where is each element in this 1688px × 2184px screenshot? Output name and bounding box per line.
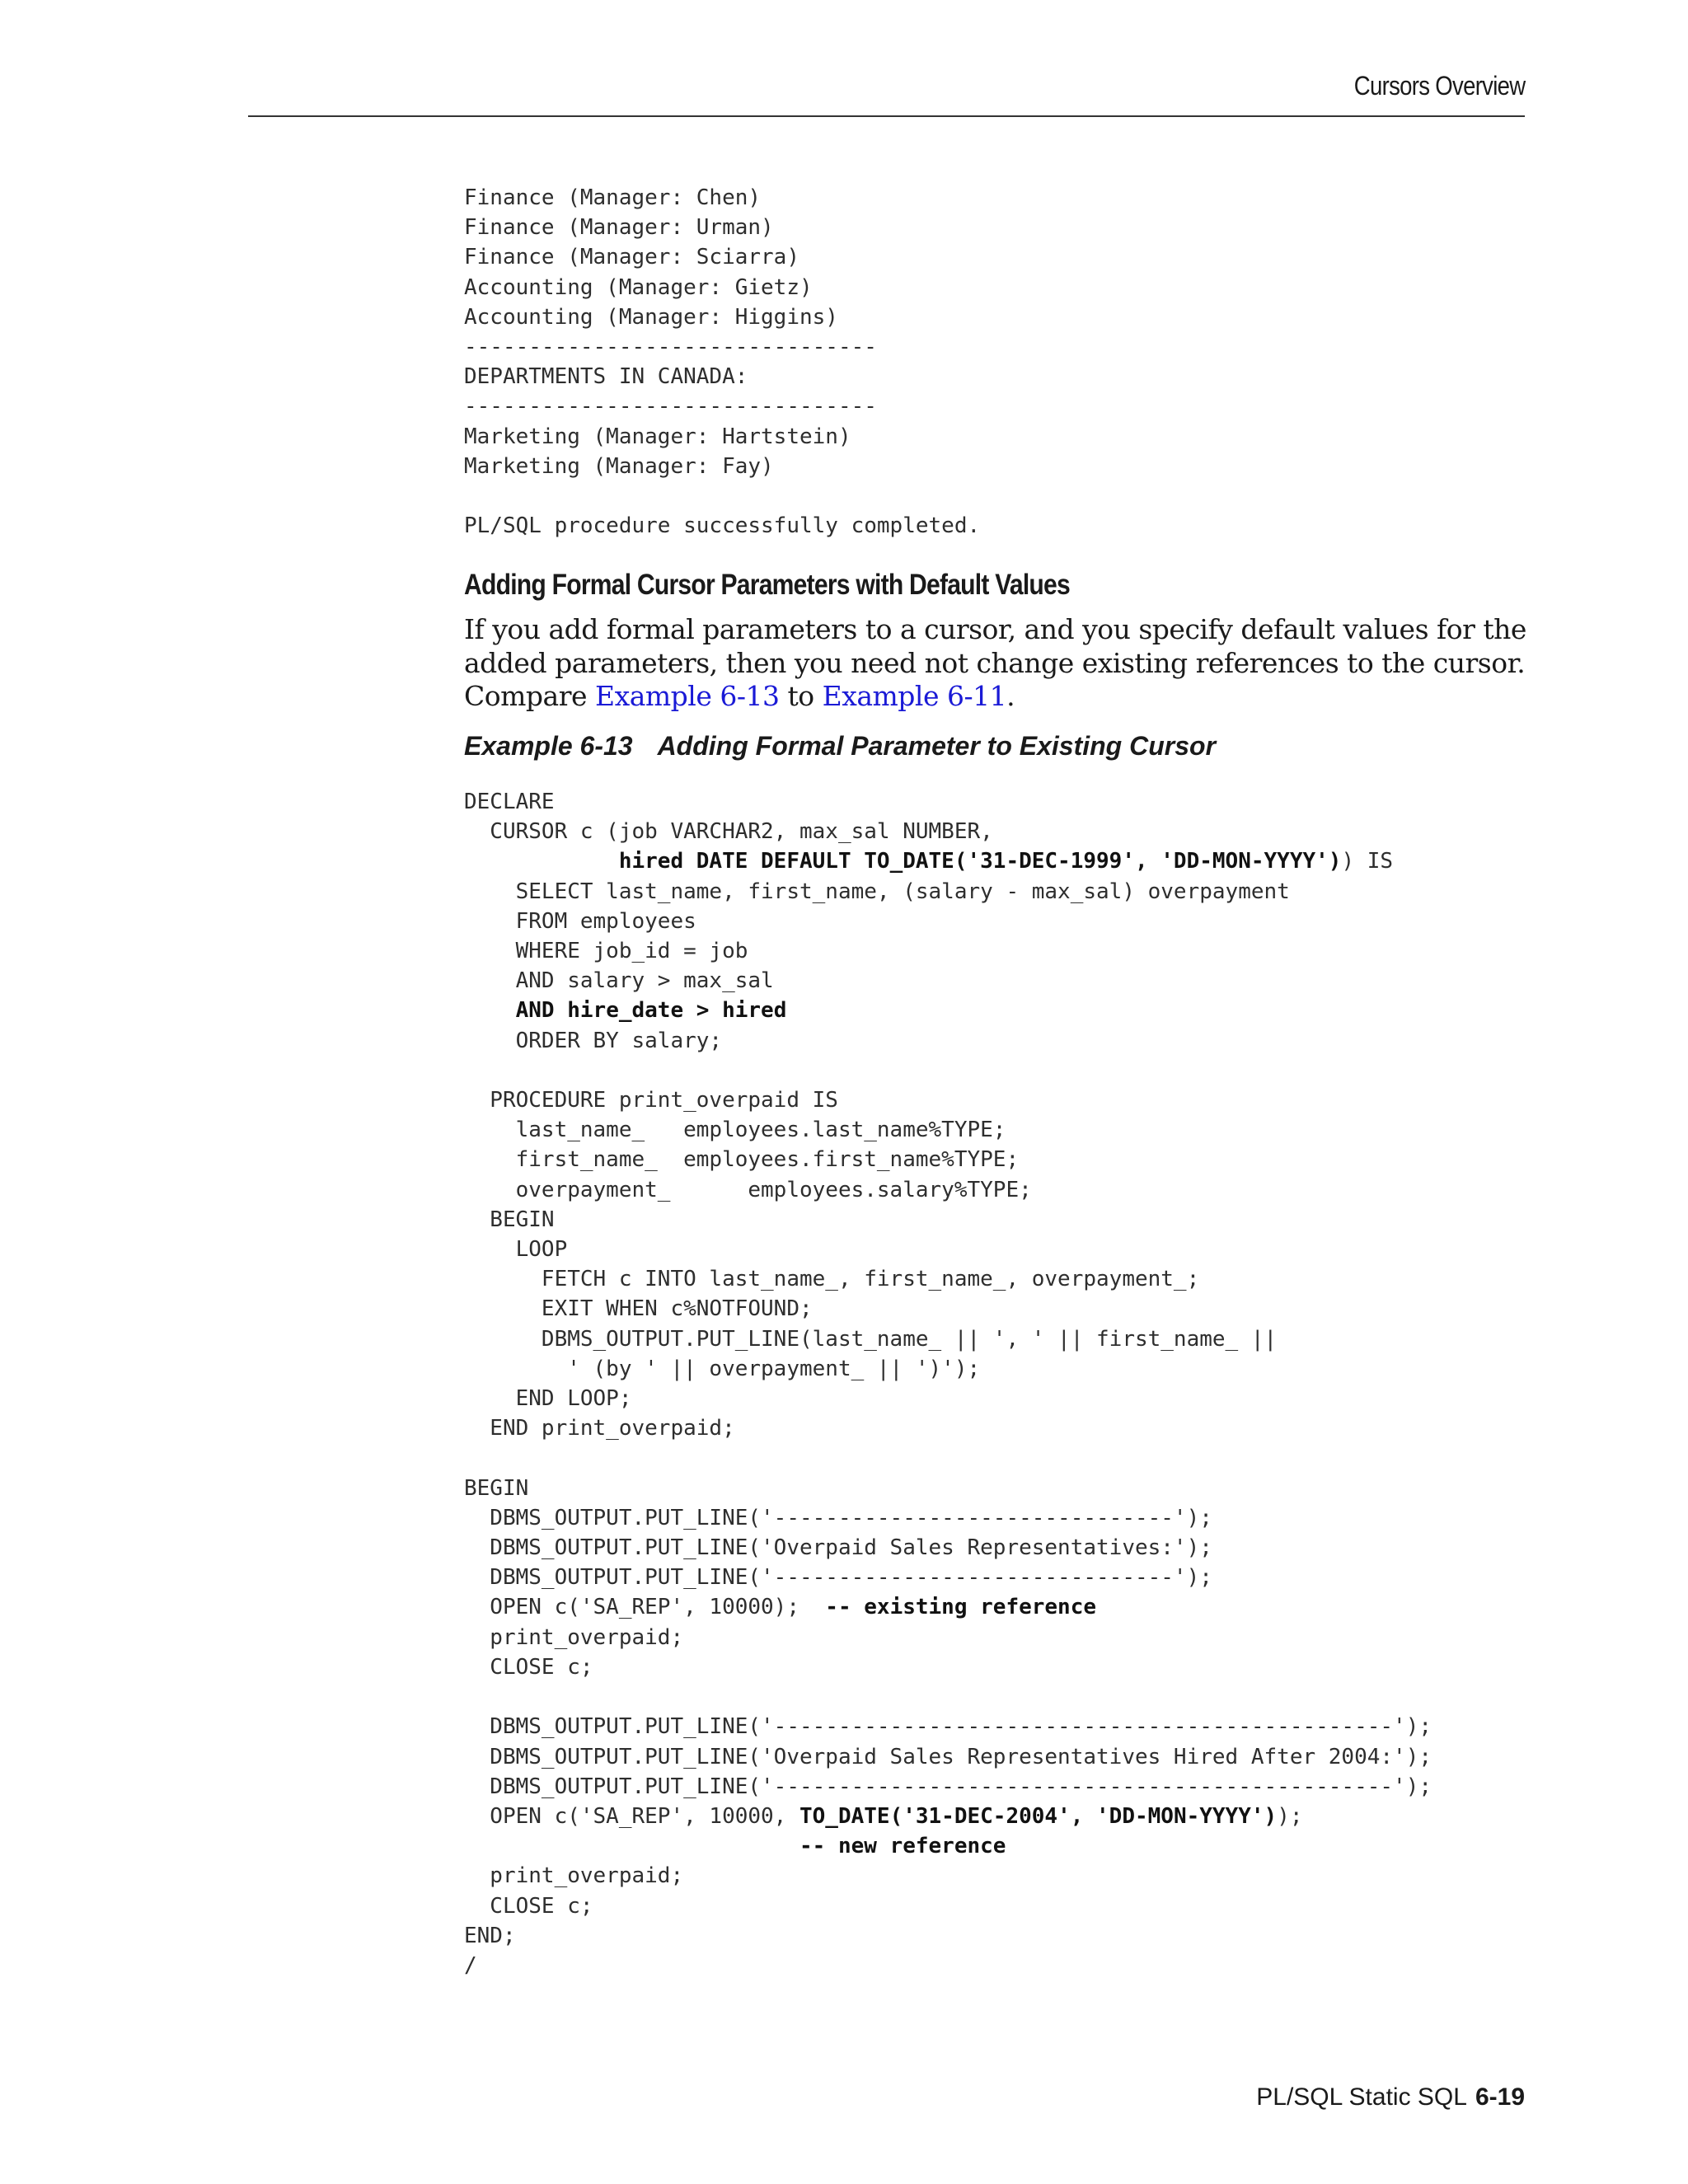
header-rule bbox=[248, 115, 1525, 117]
code-line bbox=[464, 1118, 1006, 1142]
code-text: DBMS_OUTPUT.PUT_LINE('-------------------------------'); bbox=[464, 1505, 1212, 1530]
page-footer bbox=[1256, 2083, 1525, 2111]
section-paragraph bbox=[464, 613, 1527, 714]
code-text: END print_overpaid; bbox=[464, 1416, 735, 1441]
code-text: DBMS_OUTPUT.PUT_LINE(last_name_ || ', ' || first_name_ || bbox=[464, 1326, 1278, 1352]
code-text: ) IS bbox=[1341, 849, 1394, 874]
code-line bbox=[464, 1953, 477, 1978]
code-text: DBMS_OUTPUT.PUT_LINE('Overpaid Sales Representatives Hired After 2004:'); bbox=[464, 1744, 1432, 1769]
code-text: first_name_ employees.first_name%TYPE; bbox=[464, 1147, 1020, 1173]
code-line bbox=[464, 849, 1393, 874]
code-text bbox=[464, 1834, 799, 1858]
code-line bbox=[464, 1029, 722, 1053]
code-text: OPEN c('SA_REP', 10000, bbox=[464, 1803, 799, 1829]
code-line bbox=[464, 1237, 567, 1262]
code-text: FETCH c INTO last_name_, first_name_, overpayment_; bbox=[464, 1267, 1200, 1292]
code-text: CLOSE c; bbox=[464, 1654, 593, 1680]
code-line bbox=[464, 1476, 528, 1501]
code-line bbox=[464, 879, 1290, 904]
code-line bbox=[464, 1595, 1096, 1619]
link-example-6-11[interactable]: Example 6-11 bbox=[822, 680, 1007, 712]
link-example-6-13[interactable]: Example 6-13 bbox=[595, 680, 780, 712]
code-line bbox=[464, 1625, 683, 1650]
code-example bbox=[464, 787, 1432, 1980]
code-text: print_overpaid; bbox=[464, 1863, 684, 1889]
code-emphasis: -- new reference bbox=[799, 1834, 1006, 1859]
output-line: DEPARTMENTS IN CANADA: bbox=[464, 364, 748, 390]
code-line bbox=[464, 998, 786, 1023]
output-line: PL/SQL procedure successfully completed. bbox=[464, 513, 981, 539]
running-header: Cursors Overview bbox=[1353, 71, 1525, 101]
code-line bbox=[464, 1863, 683, 1888]
code-text: / bbox=[464, 1952, 477, 1978]
code-line bbox=[464, 968, 774, 993]
code-line bbox=[464, 939, 748, 963]
output-line: Marketing (Manager: Fay) bbox=[464, 453, 774, 479]
output-listing bbox=[464, 183, 980, 541]
code-line bbox=[464, 1565, 1212, 1590]
code-line bbox=[464, 1506, 1212, 1530]
page-number: 6-19 bbox=[1475, 2083, 1525, 2111]
code-line bbox=[464, 1924, 516, 1948]
code-line bbox=[464, 1296, 813, 1321]
code-text: ); bbox=[1277, 1803, 1303, 1829]
code-text bbox=[464, 849, 619, 874]
code-text: overpayment_ employees.salary%TYPE; bbox=[464, 1177, 1032, 1202]
code-text: DBMS_OUTPUT.PUT_LINE('-------------------------------'); bbox=[464, 1565, 1212, 1591]
code-line bbox=[464, 1655, 593, 1680]
paragraph-text: . bbox=[1006, 680, 1015, 712]
code-text: ' (by ' || overpayment_ || ')'); bbox=[464, 1356, 981, 1381]
output-line: Finance (Manager: Sciarra) bbox=[464, 245, 799, 270]
code-line bbox=[464, 1088, 838, 1113]
output-line: Finance (Manager: Urman) bbox=[464, 215, 774, 241]
code-line bbox=[464, 1774, 1432, 1799]
code-text: FROM employees bbox=[464, 908, 696, 934]
code-line bbox=[464, 1416, 735, 1441]
example-title: Adding Formal Parameter to Existing Cursor bbox=[657, 731, 1217, 761]
code-emphasis: -- existing reference bbox=[825, 1595, 1097, 1620]
code-text: print_overpaid; bbox=[464, 1624, 684, 1650]
example-caption bbox=[464, 731, 1216, 762]
code-line bbox=[464, 1207, 555, 1232]
code-text: AND salary > max_sal bbox=[464, 968, 774, 994]
code-line bbox=[464, 790, 555, 814]
code-line bbox=[464, 1357, 980, 1381]
code-line bbox=[464, 1894, 593, 1919]
code-text: DECLARE bbox=[464, 790, 555, 814]
code-line bbox=[464, 1804, 1303, 1829]
output-line: Marketing (Manager: Hartstein) bbox=[464, 424, 851, 449]
code-text: END LOOP; bbox=[464, 1386, 632, 1412]
code-emphasis: AND hire_date > hired bbox=[515, 998, 787, 1024]
code-line bbox=[464, 1535, 1212, 1560]
code-line bbox=[464, 1714, 1432, 1739]
code-text: END; bbox=[464, 1923, 516, 1948]
code-line bbox=[464, 819, 993, 844]
code-line bbox=[464, 909, 696, 934]
output-line: Accounting (Manager: Gietz) bbox=[464, 274, 813, 300]
output-line: Finance (Manager: Chen) bbox=[464, 185, 762, 210]
paragraph-text: to bbox=[779, 680, 823, 712]
code-text: OPEN c('SA_REP', 10000); bbox=[464, 1595, 826, 1620]
output-line: Accounting (Manager: Higgins) bbox=[464, 304, 838, 330]
code-text: LOOP bbox=[464, 1237, 568, 1263]
code-text: BEGIN bbox=[464, 1475, 529, 1501]
code-text: CLOSE c; bbox=[464, 1893, 593, 1919]
code-text: EXIT WHEN c%NOTFOUND; bbox=[464, 1296, 813, 1322]
code-text: last_name_ employees.last_name%TYPE; bbox=[464, 1118, 1006, 1143]
code-line bbox=[464, 1386, 632, 1411]
code-text: DBMS_OUTPUT.PUT_LINE('------------------------------------------------'); bbox=[464, 1714, 1432, 1740]
code-line bbox=[464, 1327, 1277, 1352]
code-line bbox=[464, 1745, 1432, 1769]
code-text: SELECT last_name, first_name, (salary - max_sal) overpayment bbox=[464, 879, 1290, 904]
output-line: -------------------------------- bbox=[464, 394, 877, 419]
example-number: Example 6-13 bbox=[464, 731, 633, 761]
code-text: PROCEDURE print_overpaid IS bbox=[464, 1088, 838, 1113]
code-text: BEGIN bbox=[464, 1207, 555, 1232]
code-emphasis: TO_DATE('31-DEC-2004', 'DD-MON-YYYY') bbox=[799, 1803, 1278, 1829]
code-line bbox=[464, 1834, 1006, 1858]
code-text: ORDER BY salary; bbox=[464, 1028, 723, 1053]
code-line bbox=[464, 1178, 1032, 1202]
code-line bbox=[464, 1267, 1199, 1291]
footer-section: PL/SQL Static SQL bbox=[1256, 2083, 1467, 2111]
code-text bbox=[464, 998, 516, 1023]
code-line bbox=[464, 1147, 1019, 1172]
output-line: -------------------------------- bbox=[464, 335, 877, 360]
section-heading: Adding Formal Cursor Parameters with Default Values bbox=[464, 569, 1070, 601]
code-text: WHERE job_id = job bbox=[464, 939, 748, 964]
paragraph-text: If you add formal parameters to a cursor, and you specify default values for the added parameters, then you need not change existing references to the cursor. Compare bbox=[464, 613, 1526, 712]
code-text: DBMS_OUTPUT.PUT_LINE('Overpaid Sales Representatives:'); bbox=[464, 1535, 1212, 1561]
code-text: DBMS_OUTPUT.PUT_LINE('------------------------------------------------'); bbox=[464, 1774, 1432, 1799]
code-text: CURSOR c (job VARCHAR2, max_sal NUMBER, bbox=[464, 819, 993, 845]
code-emphasis: hired DATE DEFAULT TO_DATE('31-DEC-1999', 'DD-MON-YYYY') bbox=[618, 849, 1342, 874]
